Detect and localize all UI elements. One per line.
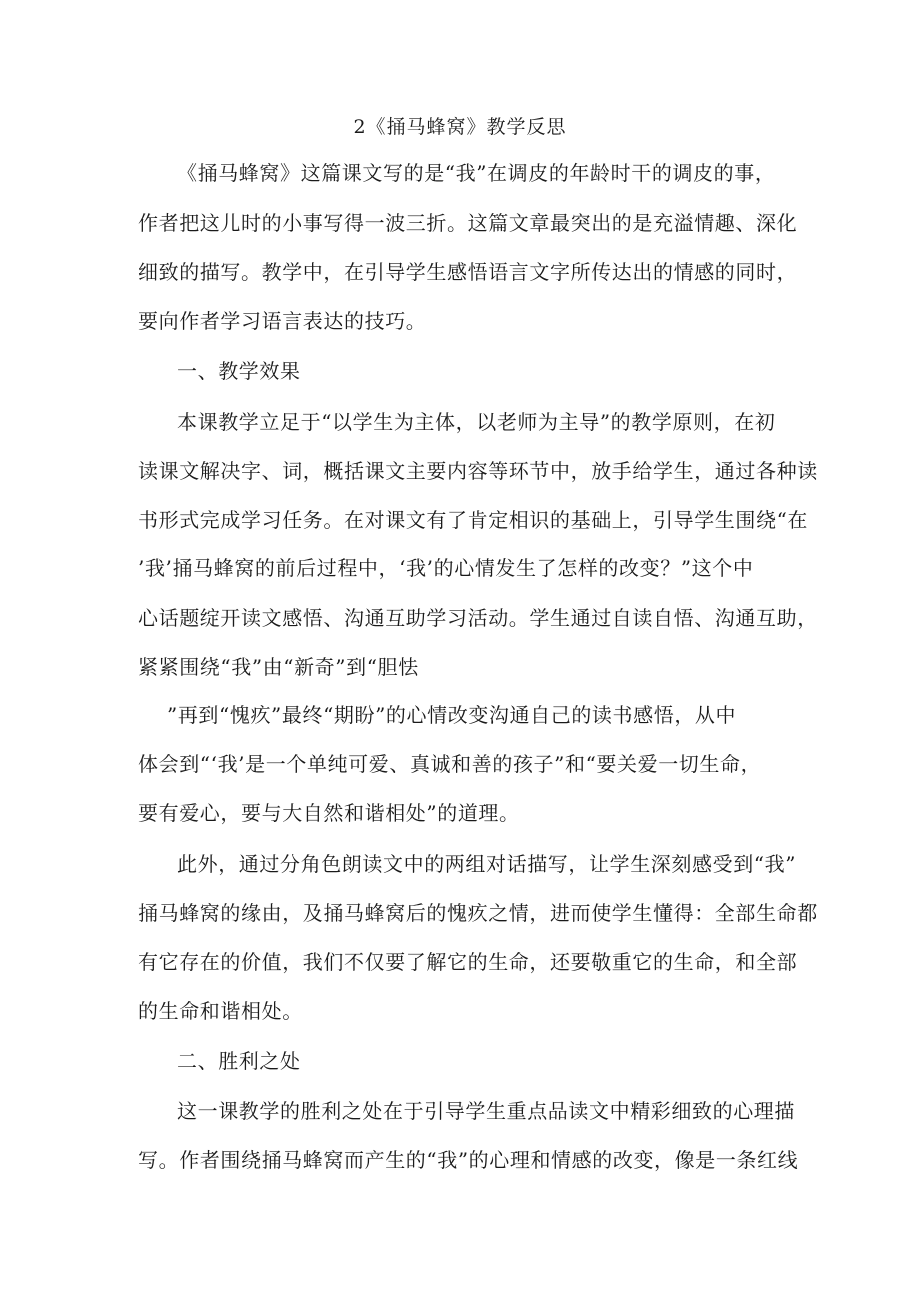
paragraph-line: ’我’捅马蜂窝的前后过程中，‘我’的心情发生了怎样的改变？”这个中 [138,556,754,580]
paragraph-line: 心话题绽开读文感悟、沟通互助学习活动。学生通过自读自悟、沟通互助， [138,606,818,630]
paragraph-line: 本课教学立足于“以学生为主体，以老师为主导”的教学原则，在初 [177,410,776,434]
paragraph-line: 这一课教学的胜利之处在于引导学生重点品读文中精彩细致的心理描 [177,1099,795,1123]
paragraph-line: 书形式完成学习任务。在对课文有了肯定相识的基础上，引导学生围绕“在 [138,508,809,532]
paragraph-line: 写。作者围绕捅马蜂窝而产生的“我”的心理和情感的改变，像是一条红线 [138,1148,799,1172]
paragraph-line: 读课文解决字、词，概括课文主要内容等环节中，放手给学生，通过各种读 [138,459,818,483]
paragraph-line: 捅马蜂窝的缘由，及捅马蜂窝后的愧疚之情，进而使学生懂得：全部生命都 [138,901,818,925]
paragraph-line: 的生命和谐相处。 [138,999,303,1023]
paragraph-line: 要向作者学习语言表达的技巧。 [138,309,427,333]
paragraph-line: 体会到“‘我’是一个单纯可爱、真诚和善的孩子”和“要关爱一切生命， [138,752,762,776]
paragraph-line: 紧紧围绕“我”由“新奇”到“胆怯 [138,655,419,679]
paragraph-line: 此外，通过分角色朗读文中的两组对话描写，让学生深刻感受到“我” [177,852,797,876]
paragraph-line: ”再到“愧疚”最终“期盼”的心情改变沟通自己的读书感悟，从中 [167,703,737,727]
section-heading: 一、教学效果 [177,359,301,383]
paragraph-line: 要有爱心，要与大自然和谐相处”的道理。 [138,801,520,825]
document-title: 2《捅马蜂窝》教学反思 [353,116,567,138]
paragraph-line: 《捅马蜂窝》这篇课文写的是“我”在调皮的年龄时干的调皮的事， [177,161,776,185]
paragraph-line: 细致的描写。教学中，在引导学生感悟语言文字所传达出的情感的同时， [138,260,798,284]
paragraph-line: 有它存在的价值，我们不仅要了解它的生命，还要敬重它的生命，和全部 [138,950,798,974]
paragraph-line: 作者把这儿时的小事写得一波三折。这篇文章最突出的是充溢情趣、深化 [138,211,798,235]
section-heading: 二、胜利之处 [177,1049,301,1073]
